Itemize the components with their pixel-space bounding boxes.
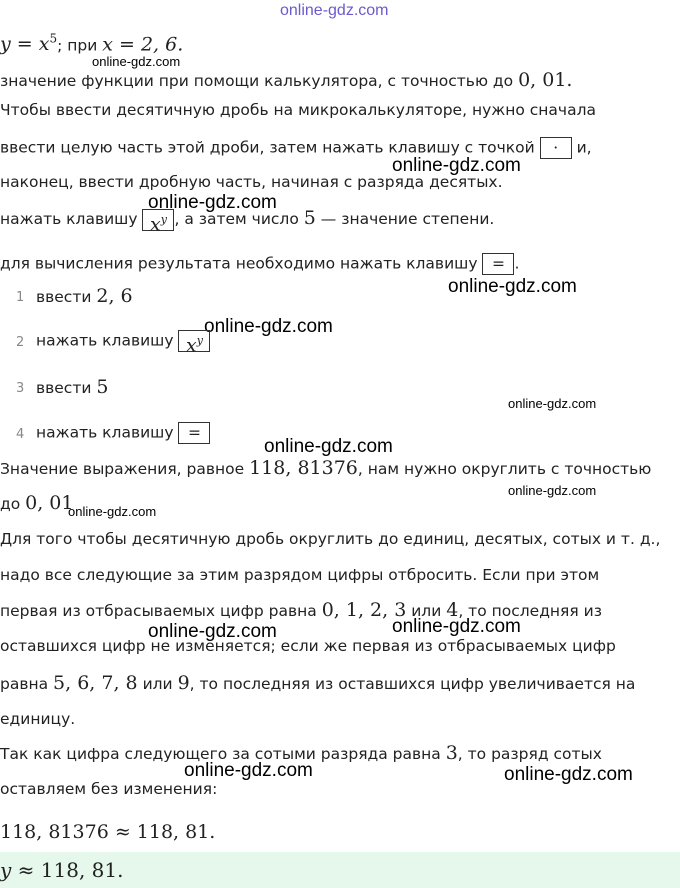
answer-formula: y ≈ 118, 81.	[0, 858, 124, 882]
watermark: online-gdz.com	[448, 276, 577, 297]
watermark: online-gdz.com	[264, 436, 393, 457]
text-line: Чтобы ввести десятичную дробь на микрокалькуляторе, нужно сначала	[0, 101, 596, 119]
argument-value: x = 2, 6.	[102, 33, 184, 56]
watermark-top[interactable]: online-gdz.com	[280, 2, 389, 19]
text-line: надо все следующие за этим разрядом цифры отбросить. Если при этом	[0, 566, 600, 584]
step-number: 4	[16, 427, 25, 442]
step-number: 1	[16, 290, 25, 305]
answer-box	[0, 852, 680, 888]
text-line: Так как цифра следующего за сотыми разряда равна 3, то разряд сотых	[0, 742, 602, 764]
text-line: значение функции при помощи калькулятора, с точностью до 0, 01.	[0, 69, 573, 91]
text-line: для вычисления результата необходимо нажать клавишу = .	[0, 254, 520, 273]
watermark: online-gdz.com	[392, 616, 521, 637]
list-item: нажать клавишу $x^y$	[36, 330, 210, 352]
watermark: online-gdz.com	[184, 760, 313, 781]
text-line: наконец, ввести дробную часть, начиная с разряда десятых.	[0, 173, 503, 191]
list-item: нажать клавишу =	[36, 422, 210, 444]
watermark: online-gdz.com	[508, 396, 597, 411]
text-line: первая из отбрасываемых цифр равна 0, 1, 2, 3 или 4, то последняя из	[0, 599, 602, 621]
step-number: 2	[16, 335, 25, 350]
watermark: online-gdz.com	[392, 155, 521, 176]
function-at-label: ; при	[57, 36, 98, 55]
text-line: до 0, 01	[0, 492, 74, 514]
text-line: оставшихся цифр не изменяется; если же первая из отбрасываемых цифр	[0, 637, 616, 655]
text-line: Для того чтобы десятичную дробь округлить до единиц, десятых, сотых и т. д.,	[0, 530, 661, 548]
power-key: $x^y$	[178, 330, 210, 352]
precision-value: 0, 01.	[518, 69, 573, 91]
function-formula: $y = x^5$	[0, 32, 58, 56]
text-line: нажать клавишу $x^y$ , а затем число 5 — значение степени.	[0, 207, 495, 235]
dot-key: ·	[540, 137, 572, 159]
rounding-equation: 118, 81376 ≈ 118, 81.	[0, 821, 216, 843]
equals-key: =	[482, 253, 514, 275]
text-line: равна 5, 6, 7, 8 или 9, то последняя из оставшихся цифр увеличивается на	[0, 672, 636, 694]
watermark: online-gdz.com	[68, 504, 157, 519]
text-line: единицу.	[0, 710, 76, 728]
step-number: 3	[16, 381, 25, 396]
function-line	[0, 32, 183, 55]
list-item: ввести 5	[36, 376, 109, 398]
watermark: online-gdz.com	[508, 483, 597, 498]
watermark: online-gdz.com	[504, 764, 633, 785]
list-item: ввести 2, 6	[36, 285, 133, 307]
watermark: online-gdz.com	[148, 192, 277, 213]
equals-key: =	[178, 422, 210, 444]
text-line: оставляем без изменения:	[0, 780, 218, 798]
watermark: online-gdz.com	[148, 621, 277, 642]
result-value: 118, 81376	[249, 457, 358, 479]
power-key: $x^y$	[142, 209, 174, 231]
text-line: Значение выражения, равное 118, 81376, нам нужно округлить с точностью	[0, 457, 652, 479]
watermark: online-gdz.com	[92, 54, 181, 69]
watermark: online-gdz.com	[204, 316, 333, 337]
text-line: ввести целую часть этой дроби, затем нажать клавишу с точкой · и,	[0, 138, 592, 157]
